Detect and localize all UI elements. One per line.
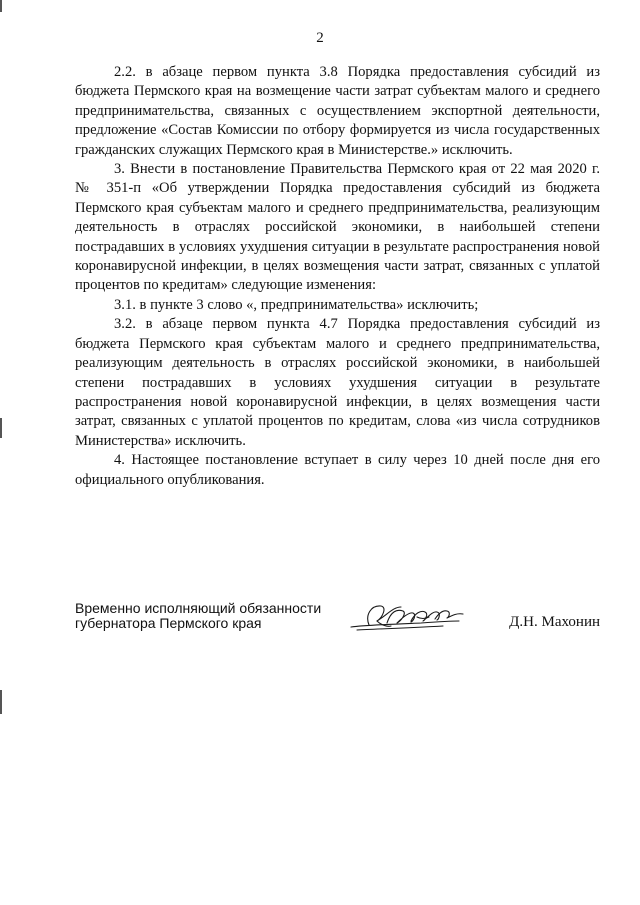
signature-block [75,601,600,641]
paragraph-3-1: 3.1. в пункте 3 слово «, предпринимательства» исключить; [114,296,479,313]
paragraph-2-2: 2.2. в абзаце первом пункта 3.8 Порядка предоставления субсидий из бюджета Пермского края на возмещение части затрат субъектам малого и среднего предпринимательства, связанных с осуществлением экспортной деятельности, предложение «Состав Комиссии по отбору формируется из числа государственных гражданских служащих Пермского края в Министерстве.» исключить. [75,64,600,158]
scan-edge-mark [0,690,2,714]
page-number: 2 [316,30,324,46]
paragraph-4: 4. Настоящее постановление вступает в силу через 10 дней после дня его официального опубликования. [75,452,600,488]
signer-position-line-2: губернатора Пермского края [75,615,262,631]
scan-edge-mark [0,0,2,12]
document-body [75,63,600,490]
signer-name: Д.Н. Махонин [509,614,600,630]
scan-edge-mark [0,418,2,438]
signer-position-line-1: Временно исполняющий обязанности [75,600,322,616]
signer-position [75,601,321,631]
paragraph-3: 3. Внести в постановление Правительства Пермского края от 22 мая 2020 г. № 351-п «Об утверждении Порядка предоставления субсидий из бюджета Пермского края субъектам малого и среднего предпринимательства, реализующим деятельность в отраслях российской экономики, в наибольшей степени пострадавших в условиях ухудшения ситуации в результате распространения новой коронавирусной инфекции, в целях возмещения части затрат, связанных с уплатой процентов по кредитам» следующие изменения: [75,161,600,294]
handwritten-signature [347,597,469,635]
paragraph-3-2: 3.2. в абзаце первом пункта 4.7 Порядка предоставления субсидий из бюджета Пермского края субъектам малого и среднего предпринимательства, реализующим деятельность в отраслях российской экономики, в наибольшей степени пострадавших в условиях ухудшения ситуации в результате распространения новой коронавирусной инфекции, в целях возмещения части затрат, связанных с уплатой процентов по кредитам, слова «из числа сотрудников Министерства» исключить. [75,316,600,449]
